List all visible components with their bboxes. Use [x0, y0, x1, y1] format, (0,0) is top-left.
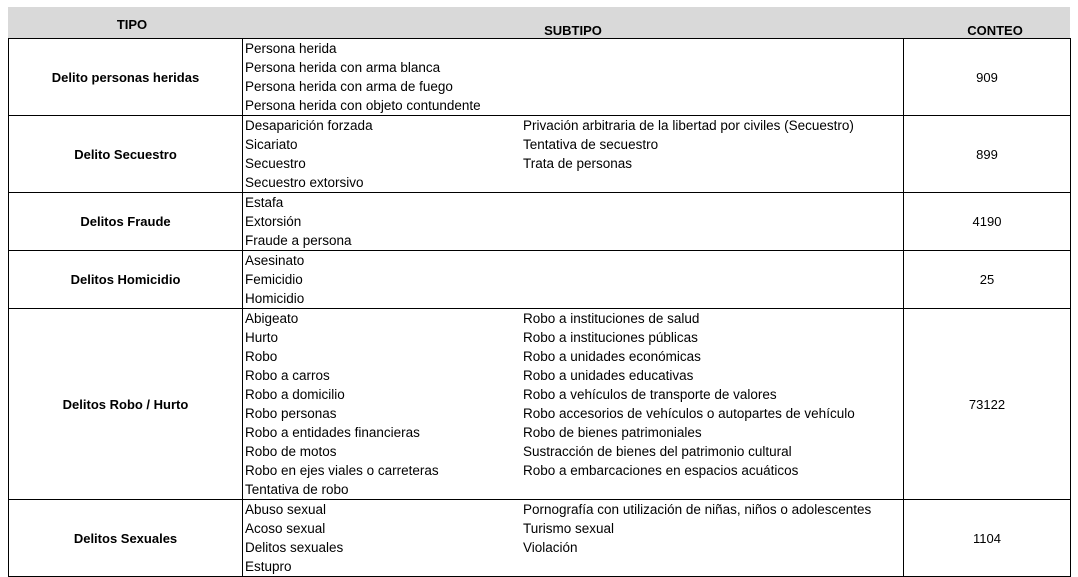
tipo-cell: Delitos Fraude — [9, 193, 243, 251]
conteo-cell: 25 — [904, 251, 1071, 309]
subtipo-item: Secuestro extorsivo — [245, 175, 364, 190]
subtipo-item: Robo a instituciones de salud — [523, 311, 700, 326]
subtipo-item: Desaparición forzada — [245, 118, 373, 133]
subtipo-item: Abigeato — [245, 311, 299, 326]
subtipo-item: Estupro — [245, 559, 292, 574]
subtipo-column — [243, 39, 523, 115]
subtipo-item: Asesinato — [245, 253, 305, 268]
subtipo-item: Robo de bienes patrimoniales — [523, 425, 702, 440]
subtipo-item: Robo a unidades educativas — [523, 368, 694, 383]
crime-table — [8, 38, 1071, 577]
subtipo-cell — [243, 39, 904, 116]
subtipo-item: Robo a instituciones públicas — [523, 330, 698, 345]
tipo-cell: Delitos Sexuales — [9, 500, 243, 577]
table-row — [9, 500, 1071, 577]
subtipo-item: Violación — [523, 540, 578, 555]
subtipo-cell — [243, 251, 904, 309]
subtipo-cell — [243, 309, 904, 500]
subtipo-cell — [243, 500, 904, 577]
subtipo-item: Tentativa de robo — [245, 482, 349, 497]
subtipo-item: Trata de personas — [523, 156, 633, 171]
subtipo-column — [523, 193, 893, 250]
subtipo-item: Robo de motos — [245, 444, 337, 459]
subtipo-item: Extorsión — [245, 214, 302, 229]
subtipo-column — [243, 116, 523, 192]
conteo-cell: 1104 — [904, 500, 1071, 577]
subtipo-item: Robo a entidades financieras — [245, 425, 420, 440]
subtipo-item: Homicidio — [245, 291, 305, 306]
subtipo-item: Persona herida con arma de fuego — [245, 79, 453, 94]
subtipo-item: Robo a unidades económicas — [523, 349, 701, 364]
subtipo-item: Tentativa de secuestro — [523, 137, 659, 152]
subtipo-cell — [243, 116, 904, 193]
subtipo-item: Privación arbitraria de la libertad por civiles (Secuestro) — [523, 118, 854, 133]
subtipo-column — [523, 39, 893, 115]
subtipo-column — [243, 193, 523, 250]
subtipo-item: Acoso sexual — [245, 521, 326, 536]
conteo-cell: 899 — [904, 116, 1071, 193]
subtipo-item: Delitos sexuales — [245, 540, 344, 555]
subtipo-item: Turismo sexual — [523, 521, 615, 536]
table-row — [9, 251, 1071, 309]
subtipo-item: Robo a carros — [245, 368, 330, 383]
subtipo-column — [523, 116, 893, 192]
subtipo-column — [523, 500, 893, 576]
subtipo-item: Sicariato — [245, 137, 298, 152]
subtipo-item: Persona herida con arma blanca — [245, 60, 441, 75]
subtipo-item: Pornografía con utilización de niñas, niños o adolescentes — [523, 502, 872, 517]
table-row — [9, 193, 1071, 251]
subtipo-item: Hurto — [245, 330, 279, 345]
tipo-cell: Delitos Homicidio — [9, 251, 243, 309]
tipo-cell: Delito personas heridas — [9, 39, 243, 116]
subtipo-item: Robo a domicilio — [245, 387, 345, 402]
subtipo-item: Robo accesorios de vehículos o autopartes de vehículo — [523, 406, 855, 421]
subtipo-item: Femicidio — [245, 272, 303, 287]
conteo-cell: 4190 — [904, 193, 1071, 251]
header-subtipo: SUBTIPO — [544, 23, 602, 38]
table-row — [9, 116, 1071, 193]
subtipo-column — [523, 251, 893, 308]
subtipo-item: Robo a embarcaciones en espacios acuáticos — [523, 463, 799, 478]
subtipo-item: Sustracción de bienes del patrimonio cultural — [523, 444, 792, 459]
subtipo-item: Robo a vehículos de transporte de valores — [523, 387, 777, 402]
subtipo-item: Estafa — [245, 195, 284, 210]
tipo-cell: Delito Secuestro — [9, 116, 243, 193]
subtipo-cell — [243, 193, 904, 251]
subtipo-item: Abuso sexual — [245, 502, 327, 517]
subtipo-item: Persona herida con objeto contundente — [245, 98, 481, 113]
subtipo-column — [243, 251, 523, 308]
subtipo-item: Fraude a persona — [245, 233, 352, 248]
subtipo-item: Robo personas — [245, 406, 337, 421]
table-row — [9, 39, 1071, 116]
header-conteo: CONTEO — [967, 23, 1023, 38]
subtipo-column — [243, 500, 523, 576]
table-row — [9, 309, 1071, 500]
conteo-cell: 909 — [904, 39, 1071, 116]
header-tipo: TIPO — [116, 17, 148, 32]
tipo-cell: Delitos Robo / Hurto — [9, 309, 243, 500]
subtipo-item: Robo — [245, 349, 278, 364]
subtipo-column — [523, 309, 893, 499]
table-header — [8, 7, 1070, 38]
table-body — [9, 39, 1071, 577]
subtipo-item: Persona herida — [245, 41, 337, 56]
subtipo-item: Secuestro — [245, 156, 306, 171]
subtipo-item: Robo en ejes viales o carreteras — [245, 463, 439, 478]
conteo-cell: 73122 — [904, 309, 1071, 500]
subtipo-column — [243, 309, 523, 499]
